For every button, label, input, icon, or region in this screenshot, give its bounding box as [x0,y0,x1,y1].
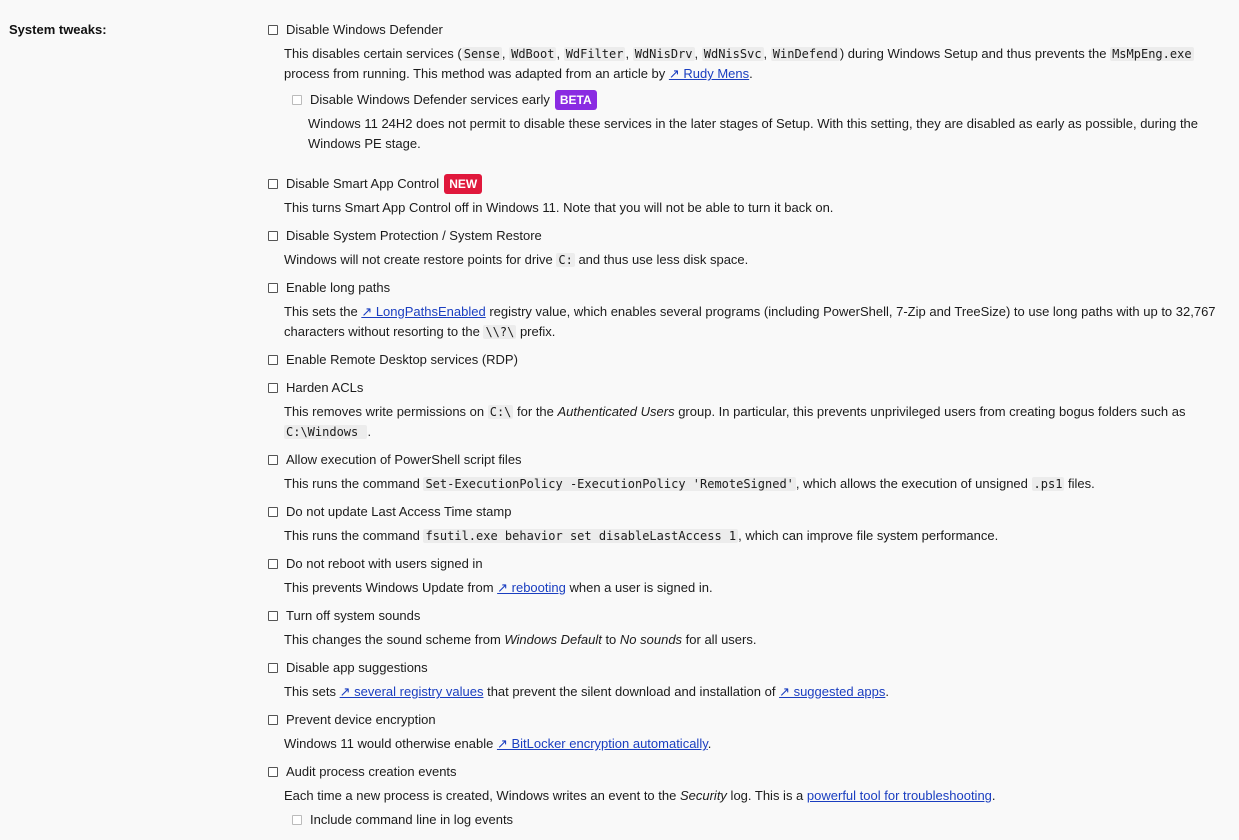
system-tweaks-options [267,20,1227,838]
desc-sep: , [501,46,510,61]
desc-text: . [991,788,996,803]
powershell-scripts-checkbox[interactable] [268,455,278,465]
device-encryption-checkbox[interactable] [268,715,278,725]
powershell-scripts-description [284,474,1227,494]
option-long-paths [267,278,1227,342]
code-c-windows: C:\Windows [286,425,366,439]
app-suggestions-description [284,682,1227,702]
desc-text: process from running. This method was adapted from an article by [284,66,669,81]
device-encryption-toggle[interactable] [267,710,1227,730]
disable-defender-description [284,44,1227,84]
defender-early-toggle[interactable] [291,90,1227,110]
audit-process-checkbox[interactable] [268,767,278,777]
desc-text: , which can improve file system performance. [738,528,999,543]
system-protection-label: Disable System Protection / System Restore [286,228,542,243]
desc-italic: Authenticated Users [557,404,675,419]
powershell-scripts-label: Allow execution of PowerShell script files [286,452,522,467]
beta-badge: BETA [555,90,597,110]
longpathsenabled-link[interactable]: ↗ LongPathsEnabled [361,304,486,319]
rebooting-link[interactable]: ↗ rebooting [497,580,566,595]
long-paths-description [284,302,1227,342]
powershell-scripts-toggle[interactable] [267,450,1227,470]
option-system-sounds [267,606,1227,650]
defender-early-checkbox[interactable] [292,95,302,105]
harden-acls-checkbox[interactable] [268,383,278,393]
smart-app-control-toggle[interactable] [267,174,1227,194]
rdp-checkbox[interactable] [268,355,278,365]
system-sounds-description [284,630,1227,650]
option-disable-defender [267,20,1227,154]
disable-defender-toggle[interactable] [267,20,1227,40]
code-wdfilter: WdFilter [565,47,624,61]
desc-text: This runs the command [284,528,424,543]
desc-text: . [367,424,372,439]
desc-text: to [601,632,620,647]
code-set-executionpolicy: Set-ExecutionPolicy -ExecutionPolicy 'RemoteSigned' [425,477,794,491]
option-device-encryption [267,710,1227,754]
option-last-access [267,502,1227,546]
no-reboot-description [284,578,1227,598]
long-paths-label: Enable long paths [286,280,391,295]
system-protection-description [284,250,1227,270]
disable-defender-checkbox[interactable] [268,25,278,35]
desc-text: ) during Windows Setup and thus prevents the [839,46,1111,61]
code-sense: Sense [463,47,500,61]
new-badge: NEW [444,174,482,194]
app-suggestions-label: Disable app suggestions [286,660,428,675]
no-reboot-toggle[interactable] [267,554,1227,574]
option-smart-app-control [267,174,1227,218]
code-msmpeng: MsMpEng.exe [1112,47,1192,61]
option-audit-process [267,762,1227,830]
long-paths-toggle[interactable] [267,278,1227,298]
desc-text: when a user is signed in. [565,580,713,595]
harden-acls-label: Harden ACLs [286,380,364,395]
defender-early-description: Windows 11 24H2 does not permit to disable these services in the later stages of Setup. With this setting, they are disabled as early as possible, during the Windows PE stage. [308,116,1199,151]
code-ps1: .ps1 [1033,477,1063,491]
desc-text: for the [513,404,558,419]
smart-app-control-description: This turns Smart App Control off in Windows 11. Note that you will not be able to turn it back on. [284,200,834,215]
desc-text: that prevent the silent download and installation of [483,684,780,699]
desc-text: files. [1064,476,1095,491]
option-rdp [267,350,1227,370]
desc-text: . [749,66,753,81]
desc-text: and thus use less disk space. [574,252,749,267]
desc-text: registry value, which enables several programs (including PowerShell, 7-Zip and TreeSize) to use long paths with up to 32,767 characters without resorting to the [284,304,1216,339]
desc-text: log. This is a [726,788,807,803]
system-sounds-toggle[interactable] [267,606,1227,626]
defender-early-label: Disable Windows Defender services early [310,92,550,107]
desc-sep: , [556,46,564,61]
code-wdnissvc: WdNisSvc [703,47,762,61]
desc-text: This prevents Windows Update from [284,580,498,595]
desc-text: for all users. [682,632,757,647]
code-wdnisdrv: WdNisDrv [634,47,693,61]
desc-text: This runs the command [284,476,424,491]
audit-process-description [284,786,1227,806]
option-app-suggestions [267,658,1227,702]
rdp-toggle[interactable] [267,350,1227,370]
device-encryption-label: Prevent device encryption [286,712,436,727]
desc-italic: No sounds [619,632,683,647]
audit-process-toggle[interactable] [267,762,1227,782]
system-sounds-checkbox[interactable] [268,611,278,621]
desc-italic: Windows Default [504,632,602,647]
option-system-protection [267,226,1227,270]
desc-text: Windows will not create restore points for drive [284,252,557,267]
code-wdboot: WdBoot [511,47,555,61]
system-sounds-label: Turn off system sounds [286,608,421,623]
last-access-label: Do not update Last Access Time stamp [286,504,512,519]
desc-text: Each time a new process is created, Windows writes an event to the [284,788,680,803]
code-fsutil: fsutil.exe behavior set disableLastAccess 1 [425,529,737,543]
desc-sep: , [694,46,702,61]
include-command-line-label: Include command line in log events [310,812,514,827]
desc-text: . [707,736,712,751]
harden-acls-toggle[interactable] [267,378,1227,398]
no-reboot-checkbox[interactable] [268,559,278,569]
last-access-checkbox[interactable] [268,507,278,517]
desc-text: prefix. [516,324,556,339]
desc-text: This sets the [284,304,362,319]
system-protection-toggle[interactable] [267,226,1227,246]
rdp-label: Enable Remote Desktop services (RDP) [286,352,518,367]
option-no-reboot [267,554,1227,598]
option-powershell-scripts [267,450,1227,494]
suggested-apps-link[interactable]: ↗ suggested apps [779,684,886,699]
desc-italic: Security [679,788,727,803]
desc-sep: , [763,46,771,61]
system-protection-checkbox[interactable] [268,231,278,241]
desc-text: This sets [284,684,340,699]
desc-text: . [885,684,889,699]
code-c-root: C:\ [489,405,512,419]
troubleshooting-link[interactable]: powerful tool for troubleshooting [806,788,992,803]
section-label: System tweaks: [9,22,107,37]
code-drive-c: C: [558,253,573,267]
rudy-mens-link[interactable]: ↗ Rudy Mens [668,66,750,81]
option-harden-acls [267,378,1227,442]
desc-text: This removes write permissions on [284,404,488,419]
device-encryption-description [284,734,1227,754]
smart-app-control-checkbox[interactable] [268,179,278,189]
smart-app-control-label: Disable Smart App Control [286,176,440,191]
include-command-line-checkbox[interactable] [292,815,302,825]
desc-text: This changes the sound scheme from [284,632,505,647]
include-command-line-toggle[interactable] [291,810,1227,830]
desc-text: , which allows the execution of unsigned [795,476,1032,491]
last-access-description [284,526,1227,546]
no-reboot-label: Do not reboot with users signed in [286,556,483,571]
harden-acls-description [284,402,1227,442]
bitlocker-link[interactable]: ↗ BitLocker encryption automatically [496,736,708,751]
last-access-toggle[interactable] [267,502,1227,522]
desc-sep: , [625,46,633,61]
desc-text: Windows 11 would otherwise enable [284,736,497,751]
option-defender-early [291,90,1227,154]
app-suggestions-toggle[interactable] [267,658,1227,678]
code-unc-prefix: \\?\ [485,325,515,339]
long-paths-checkbox[interactable] [268,283,278,293]
registry-values-link[interactable]: ↗ several registry values [339,684,484,699]
option-include-command-line [291,810,1227,830]
disable-defender-label: Disable Windows Defender [286,22,443,37]
app-suggestions-checkbox[interactable] [268,663,278,673]
code-windefend: WinDefend [772,47,838,61]
desc-text: This disables certain services ( [284,46,462,61]
desc-text: group. In particular, this prevents unprivileged users from creating bogus folders such as [674,404,1186,419]
audit-process-label: Audit process creation events [286,764,457,779]
